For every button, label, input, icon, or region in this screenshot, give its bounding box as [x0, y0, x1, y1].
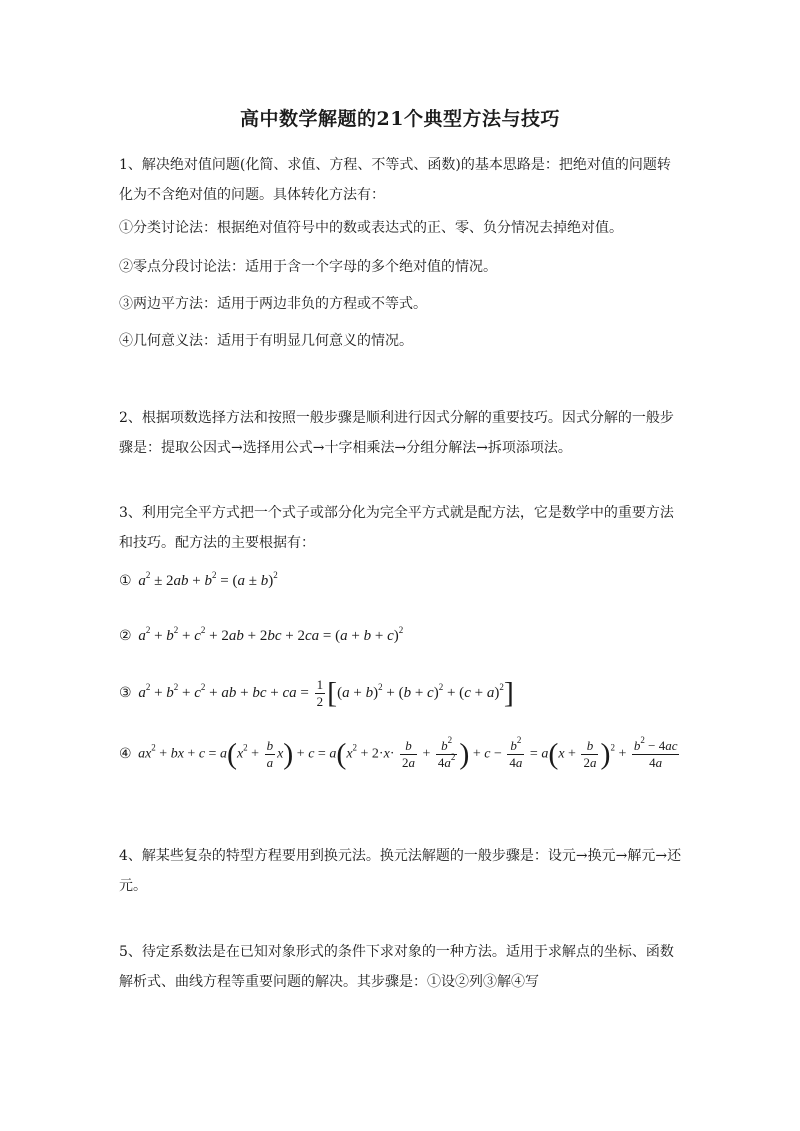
- section-1-item-4: ④几何意义法：适用于有明显几何意义的情况。: [119, 333, 413, 349]
- formula-4: ④ $ax^2$ + bx + $c = a(x^2$ + $\frac{b}{a}$ $x) + c = a(x^2 + 2\cdot x\cdot$ $\frac{b}{2a}$ + $\frac{b^2}{4a^2}$ ) + c − $\frac{b^2}{4a}$ = a(x + $\frac{b}{2a}$ )$^2$ + $\frac{b^2 - 4ac}{4a}$: [119, 735, 678, 771]
- section-1-intro: 1、解决绝对值问题(化简、求值、方程、不等式、函数)的基本思路是：把绝对值的问题转化为不含绝对值的问题。具体转化方法有：: [119, 157, 671, 203]
- section-3-intro: 3、利用完全平方式把一个式子或部分化为完全平方式就是配方法，它是数学中的重要方法和技巧。配方法的主要根据有：: [119, 505, 674, 551]
- formula-3: ③ $a^2 + b^2 + c^2$ + ab + bc + ca = $\frac{1}{2}$ $[(a + b)^2 + (b + c)^2 + (c + a)^2]$: [119, 676, 514, 710]
- section-4-text: 4、解某些复杂的特型方程要用到换元法。换元法解题的一般步骤是：设元→换元→解元→还元。: [119, 848, 682, 894]
- section-5-text: 5、待定系数法是在已知对象形式的条件下求对象的一种方法。适用于求解点的坐标、函数解析式、曲线方程等重要问题的解决。其步骤是：①设②列③解④写: [119, 944, 674, 990]
- page-title: 高中数学解题的21个典型方法与技巧: [240, 108, 560, 130]
- section-1-item-3: ③两边平方法：适用于两边非负的方程或不等式。: [119, 296, 427, 312]
- section-1-item-1: ①分类讨论法：根据绝对值符号中的数或表达式的正、零、负分情况去掉绝对值。: [119, 220, 623, 236]
- formula-1-marker: ①: [119, 573, 132, 589]
- formula-4-marker: ④: [119, 745, 132, 762]
- section-2-text: 2、根据项数选择方法和按照一般步骤是顺利进行因式分解的重要技巧。因式分解的一般步骤是：提取公因式→选择用公式→十字相乘法→分组分解法→拆项添项法。: [119, 410, 674, 456]
- formula-2: ② $a^2 + b^2 + c^2 + 2ab + 2bc + 2ca = (a + b + c)^2$: [119, 625, 404, 644]
- formula-3-marker: ③: [119, 684, 132, 701]
- formula-2-marker: ②: [119, 628, 132, 644]
- section-1-item-2: ②零点分段讨论法：适用于含一个字母的多个绝对值的情况。: [119, 259, 497, 275]
- formula-1: ① $a^2 \pm 2ab + b^2 = (a \pm b)^2$: [119, 570, 278, 589]
